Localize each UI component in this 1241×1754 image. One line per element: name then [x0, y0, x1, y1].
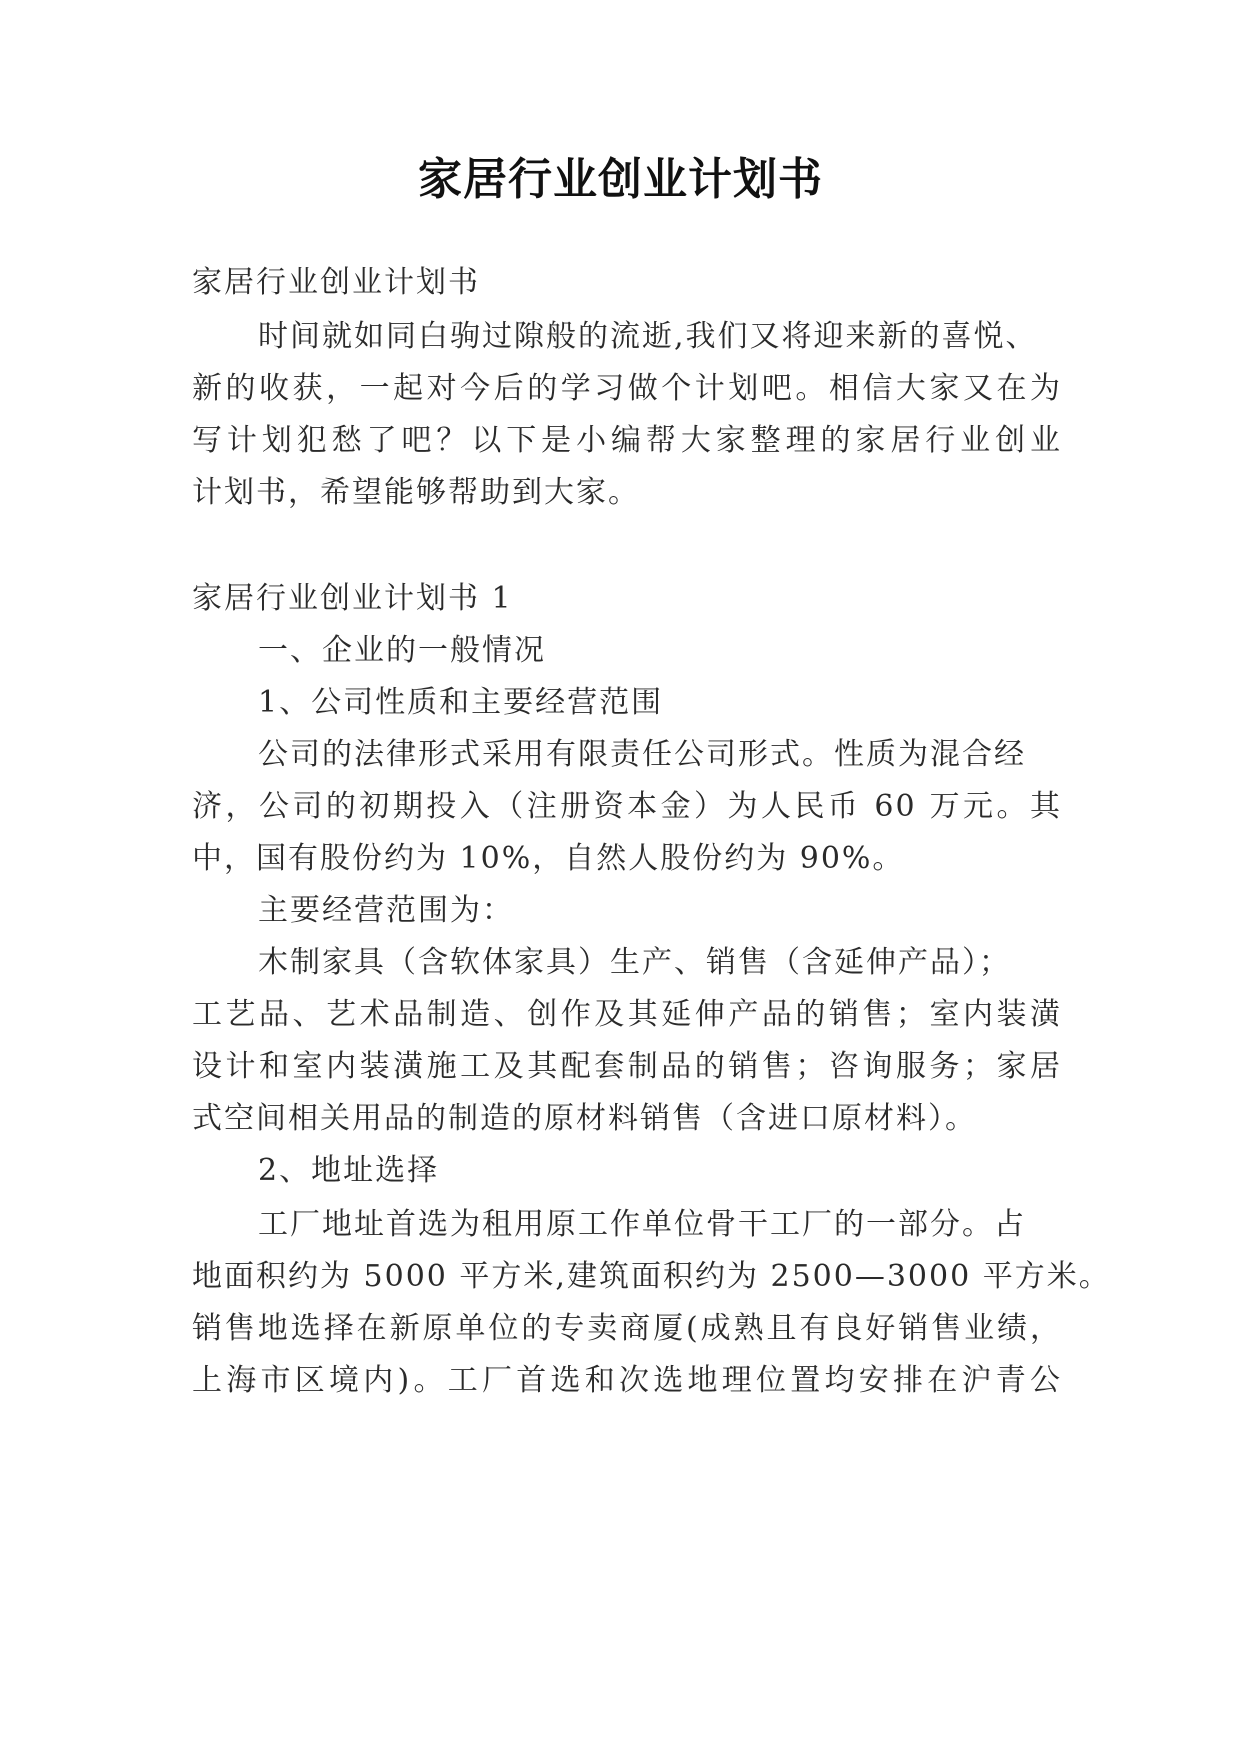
intro-line-2: 新的收获，一起对今后的学习做个计划吧。相信大家又在为	[192, 371, 1062, 406]
intro-line-1: 时间就如同白驹过隙般的流逝,我们又将迎来新的喜悦、	[258, 319, 1038, 354]
paragraph-line: 主要经营范围为：	[258, 893, 514, 928]
subsection-heading-2: 2、地址选择	[258, 1153, 440, 1188]
paragraph-line: 上海市区境内)。工厂首选和次选地理位置均安排在沪青公	[192, 1363, 1062, 1398]
intro-line-4: 计划书，希望能够帮助到大家。	[192, 475, 640, 510]
paragraph-line: 工厂地址首选为租用原工作单位骨干工厂的一部分。占	[258, 1207, 1026, 1242]
section-heading: 家居行业创业计划书 1	[192, 581, 513, 616]
chapter-heading: 一、企业的一般情况	[258, 633, 546, 668]
paragraph-line: 地面积约为 5000 平方米,建筑面积约为 2500—3000 平方米。	[192, 1259, 1111, 1294]
paragraph-line: 济，公司的初期投入（注册资本金）为人民币 60 万元。其	[192, 789, 1062, 824]
paragraph-line: 设计和室内装潢施工及其配套制品的销售；咨询服务；家居	[192, 1049, 1062, 1084]
paragraph-line: 公司的法律形式采用有限责任公司形式。性质为混合经	[258, 737, 1026, 772]
paragraph-line: 销售地选择在新原单位的专卖商厦(成熟且有良好销售业绩，	[192, 1311, 1062, 1346]
paragraph-line: 木制家具（含软体家具）生产、销售（含延伸产品）；	[258, 945, 1011, 980]
document-title: 家居行业创业计划书	[418, 154, 823, 205]
paragraph-line: 式空间相关用品的制造的原材料销售（含进口原材料）。	[192, 1101, 977, 1136]
intro-line-3: 写计划犯愁了吧？以下是小编帮大家整理的家居行业创业	[192, 423, 1062, 458]
subsection-heading-1: 1、公司性质和主要经营范围	[258, 685, 664, 720]
paragraph-line: 工艺品、艺术品制造、创作及其延伸产品的销售；室内装潢	[192, 997, 1062, 1032]
subtitle-line: 家居行业创业计划书	[192, 265, 480, 300]
paragraph-line: 中，国有股份约为 10%，自然人股份约为 90%。	[192, 841, 905, 876]
